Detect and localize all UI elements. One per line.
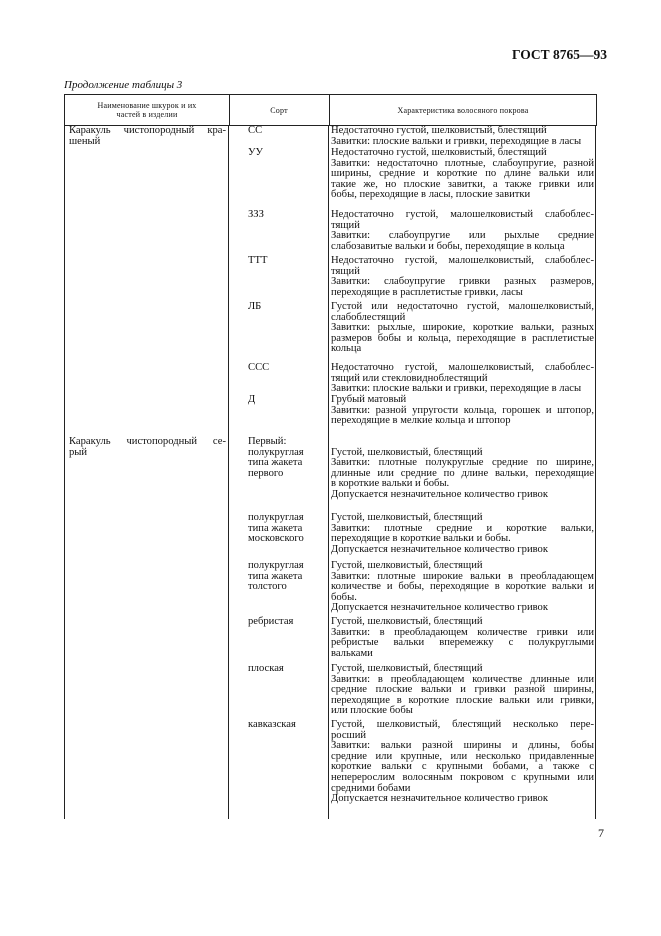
table-header-row	[64, 94, 597, 126]
characteristic-line: переходящие в расплетистые гривки, ласы	[331, 286, 523, 298]
sort-cell	[248, 363, 328, 374]
characteristic-line: Допускается незначительное количество гривок	[331, 543, 548, 555]
characteristic-line: в короткие вальки и бобы.	[331, 478, 450, 490]
characteristic-line: или плоские бобы	[331, 705, 413, 717]
characteristic-line: переходящие в короткие вальки и бобы.	[331, 533, 511, 545]
characteristic-cell	[331, 126, 594, 147]
characteristic-cell	[331, 513, 594, 555]
characteristic-cell	[331, 302, 594, 355]
table-border-right	[595, 125, 596, 819]
characteristic-line: слабозавитые вальки и бобы, переходящие в кольца	[331, 240, 565, 252]
characteristic-line: Завитки: в преобладающем количестве длинные или	[331, 673, 594, 685]
characteristic-cell	[331, 617, 594, 659]
characteristic-line: короткие вальки с крупными бобами, а также с	[331, 761, 594, 773]
characteristic-line: средними бобами	[331, 782, 411, 794]
characteristic-line: Недостаточно густой, малошелковистый, слабоблес-	[331, 362, 594, 373]
sort-line: ТТТ	[248, 255, 268, 266]
characteristic-line: Густой или недостаточно густой, малошелковистый,	[331, 301, 594, 312]
sort-line: УУ	[248, 147, 264, 158]
fur-name-line: рый	[69, 446, 88, 458]
sort-line: толстого	[248, 581, 287, 593]
table-caption: Продолжение таблицы 3	[64, 79, 183, 91]
characteristic-line: бобы, переходящие в ласы, плоские завитки	[331, 189, 531, 201]
fur-name-cell	[69, 437, 226, 458]
sort-line: ЛБ	[248, 301, 262, 312]
sort-line: ЗЗЗ	[248, 209, 264, 220]
characteristic-line: тящий	[331, 219, 360, 231]
characteristic-line: Допускается незначительное количество гривок	[331, 488, 548, 500]
characteristic-line: слабоблестящий	[331, 311, 406, 323]
sort-line: полукруглая	[248, 512, 304, 523]
fur-name-cell	[69, 126, 226, 147]
characteristic-line: Густой, шелковистый, блестящий	[331, 560, 483, 571]
sort-cell	[248, 617, 328, 628]
characteristic-line: длинные или средние по длине вальки, переходящие	[331, 467, 594, 479]
characteristic-line: Завитки: плоские вальки и гривки, переходящие в ласы	[331, 383, 582, 395]
characteristic-line: ширины, средние и короткие по длине вальки или	[331, 168, 594, 180]
sort-line: ССС	[248, 362, 270, 373]
sort-line: московского	[248, 533, 304, 545]
characteristic-line: Недостаточно густой, малошелковистый слабоблес-	[331, 209, 594, 220]
characteristic-line: бобы.	[331, 591, 357, 603]
characteristic-cell	[331, 148, 594, 201]
characteristic-line: Допускается незначительное количество гривок	[331, 602, 548, 614]
characteristic-line: кольца	[331, 343, 362, 355]
characteristic-line: средние плоские вальки и гривки разной ширины,	[331, 684, 594, 696]
characteristic-line: количестве и бобы, переходящие в короткие вальки и	[331, 581, 594, 593]
characteristic-line: тящий	[331, 265, 360, 277]
characteristic-line: Завитки: плотные средние и короткие вальки,	[331, 522, 594, 534]
sort-line: типа жакета	[248, 522, 303, 534]
characteristic-line: Густой, шелковистый, блестящий	[331, 446, 483, 458]
characteristic-cell	[331, 256, 594, 298]
characteristic-line: Завитки: плоские вальки и гривки, переходящие в ласы	[331, 135, 582, 147]
characteristic-line: размеров бобы и кольца, переходящие в расплетистые	[331, 332, 594, 344]
characteristic-line: переходящие в мелкие кольца и штопор	[331, 415, 511, 427]
characteristic-line: Завитки: рыхлые, широкие, короткие вальки, разных	[331, 322, 594, 334]
sort-cell	[248, 437, 328, 479]
characteristic-line: Густой, шелковистый, блестящий несколько пере-	[331, 719, 594, 730]
fur-name-line: шеный	[69, 135, 101, 147]
characteristic-line: тящий или стекловидноблестящий	[331, 372, 488, 384]
characteristic-cell	[331, 210, 594, 252]
characteristic-line: Густой, шелковистый, блестящий	[331, 663, 483, 674]
sort-line: Д	[248, 394, 256, 405]
sort-cell	[248, 302, 328, 313]
characteristic-line: Завитки: слабоупругие гривки разных размеров,	[331, 276, 594, 288]
sort-cell	[248, 126, 328, 137]
column-divider	[328, 125, 329, 819]
header-sort: Сорт	[270, 105, 288, 115]
sort-line: первого	[248, 467, 284, 479]
characteristic-line: Густой, шелковистый, блестящий	[331, 512, 483, 523]
sort-line: ребристая	[248, 616, 294, 627]
characteristic-cell	[331, 664, 594, 717]
sort-cell	[248, 720, 328, 731]
characteristic-line: Недостаточно густой, малошелковистый, слабоблес-	[331, 255, 594, 266]
fur-name-line: Каракуль чистопородный се-	[69, 436, 226, 447]
characteristic-cell	[331, 395, 594, 427]
characteristic-line: Завитки: разной упругости кольца, горошек и штопор,	[331, 404, 594, 416]
characteristic-cell	[331, 437, 594, 501]
characteristic-cell	[331, 561, 594, 614]
sort-line: СС	[248, 125, 263, 136]
header-name	[65, 95, 229, 125]
sort-cell	[248, 256, 328, 267]
characteristic-line: Недостаточно густой, шелковистый, блестящий	[331, 147, 547, 158]
column-divider	[228, 125, 229, 819]
characteristic-line: Грубый матовый	[331, 394, 407, 405]
table-border-left	[64, 125, 65, 819]
characteristic-cell	[331, 720, 594, 805]
characteristic-line: Завитки: слабоупругие или рыхлые средние	[331, 230, 594, 242]
sort-cell	[248, 210, 328, 221]
characteristic-line: Завитки: в преобладающем количестве гривки или	[331, 626, 594, 638]
characteristic-line: Завитки: вальки разной ширины и длины, бобы	[331, 740, 594, 752]
characteristic-line: Завитки: плотные полукруглые средние по ширине,	[331, 457, 594, 469]
header-desc: Характеристика волосяного покрова	[397, 105, 529, 115]
sort-line: плоская	[248, 663, 284, 674]
characteristic-line: такие же, но плоские завитки, а также гривки или	[331, 178, 594, 190]
fur-name-line: Каракуль чистопородный кра-	[69, 125, 226, 136]
characteristic-line: Густой, шелковистый, блестящий	[331, 616, 483, 627]
characteristic-line: Завитки: плотные широкие вальки в преобладающем	[331, 570, 594, 582]
sort-line: типа жакета	[248, 570, 303, 582]
sort-line: полукруглая	[248, 446, 304, 458]
characteristic-line: Недостаточно густой, шелковистый, блестящий	[331, 125, 547, 136]
characteristic-cell	[331, 363, 594, 395]
characteristic-line: Завитки: недостаточно плотные, слабоупругие, разной	[331, 157, 594, 169]
sort-cell	[248, 664, 328, 675]
characteristic-line: росший	[331, 729, 367, 741]
sort-cell	[248, 561, 328, 593]
characteristic-line: ребристые вальки вперемежку с полукруглыми	[331, 637, 594, 649]
sort-line: Первый:	[248, 436, 287, 447]
sort-line: типа жакета	[248, 457, 303, 469]
sort-line: полукруглая	[248, 560, 304, 571]
header-name-line2: частей в изделии	[116, 110, 178, 119]
characteristic-line: неперерослим волосяным покровом с крупными или	[331, 771, 594, 783]
characteristic-line: средние или крупные, или несколько придавленные	[331, 750, 594, 762]
characteristic-line	[331, 437, 594, 448]
sort-cell	[248, 148, 328, 159]
document-code: ГОСТ 8765—93	[511, 47, 607, 62]
header-name-line1: Наименование шкурок и их	[97, 101, 197, 110]
characteristic-line: переходящие в короткие плоские вальки или гривки,	[331, 694, 594, 706]
characteristic-line: Допускается незначительное количество гривок	[331, 793, 548, 805]
sort-cell	[248, 395, 328, 406]
characteristic-line: вальками	[331, 647, 373, 659]
sort-line: кавказская	[248, 719, 296, 730]
sort-cell	[248, 513, 328, 545]
page-number: 7	[598, 826, 604, 840]
characteristics-table	[64, 94, 597, 819]
